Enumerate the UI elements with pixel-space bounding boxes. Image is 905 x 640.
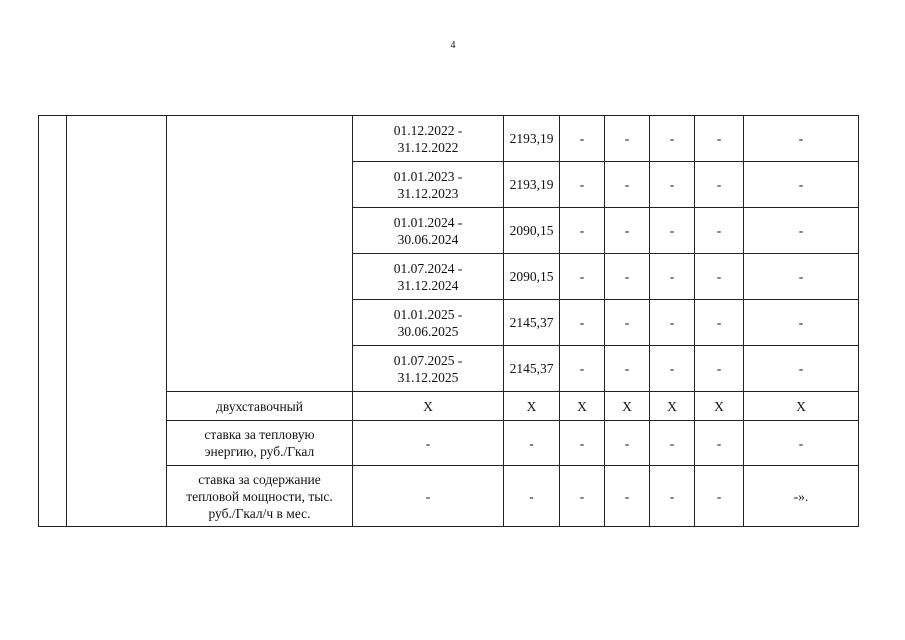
period-cell <box>353 162 504 208</box>
capacity-rate-label-line: руб./Гкал/ч в мес. <box>208 505 311 521</box>
tariff-value: 2145,37 <box>504 300 560 346</box>
dash-cell: - <box>744 208 859 254</box>
dash-cell: - <box>744 421 859 466</box>
table-row <box>39 116 859 162</box>
dash-cell: - <box>744 254 859 300</box>
period-to: 30.06.2025 <box>397 323 459 339</box>
dash-cell: - <box>605 300 650 346</box>
dash-cell: - <box>560 466 605 527</box>
dash-cell: - <box>695 254 744 300</box>
dash-cell: - <box>650 300 695 346</box>
period-to: 31.12.2025 <box>397 369 459 385</box>
period-to: 30.06.2024 <box>397 231 459 247</box>
dash-cell: - <box>695 162 744 208</box>
energy-rate-label-line: энергию, руб./Гкал <box>204 444 315 459</box>
dash-cell: - <box>504 421 560 466</box>
energy-rate-label <box>167 421 353 466</box>
number-column-cell <box>39 116 67 527</box>
period-to: 31.12.2023 <box>397 185 459 201</box>
tariff-value: 2193,19 <box>504 116 560 162</box>
x-cell: X <box>353 392 504 421</box>
dash-cell: - <box>560 421 605 466</box>
period-cell <box>353 208 504 254</box>
dash-cell: - <box>605 116 650 162</box>
capacity-rate-label <box>167 466 353 527</box>
dash-cell: - <box>695 346 744 392</box>
dash-cell: - <box>560 162 605 208</box>
dash-cell: - <box>560 254 605 300</box>
period-cell <box>353 300 504 346</box>
dash-cell: - <box>560 116 605 162</box>
dash-cell: - <box>560 346 605 392</box>
dash-cell: - <box>353 466 504 527</box>
dash-cell: - <box>650 421 695 466</box>
period-to: 31.12.2024 <box>397 277 459 293</box>
x-cell: X <box>504 392 560 421</box>
tariff-value: 2090,15 <box>504 254 560 300</box>
x-cell: X <box>695 392 744 421</box>
dash-cell: - <box>695 421 744 466</box>
page-number: 4 <box>450 40 456 51</box>
period-cell <box>353 254 504 300</box>
organization-column-cell <box>67 116 167 527</box>
period-from: 01.01.2024 - <box>393 214 463 230</box>
dash-cell: - <box>744 346 859 392</box>
period-from: 01.07.2024 - <box>393 260 463 276</box>
period-cell <box>353 116 504 162</box>
tariff-value: 2090,15 <box>504 208 560 254</box>
tariff-table <box>38 115 859 527</box>
dash-cell: - <box>695 300 744 346</box>
capacity-rate-label-line: тепловой мощности, тыс. <box>186 488 333 504</box>
dash-cell: - <box>605 254 650 300</box>
period-from: 01.12.2022 - <box>393 122 463 138</box>
dash-cell: - <box>650 208 695 254</box>
dash-cell: - <box>695 208 744 254</box>
dash-cell: - <box>695 466 744 527</box>
period-from: 01.01.2023 - <box>393 168 463 184</box>
tariff-value: 2193,19 <box>504 162 560 208</box>
dash-cell: - <box>605 346 650 392</box>
dash-cell: -». <box>744 466 859 527</box>
x-cell: X <box>744 392 859 421</box>
dash-cell: - <box>605 421 650 466</box>
capacity-rate-label-line: ставка за содержание <box>198 471 321 487</box>
dash-cell: - <box>744 300 859 346</box>
x-cell: X <box>560 392 605 421</box>
dash-cell: - <box>650 162 695 208</box>
energy-rate-label-line: ставка за тепловую <box>204 427 315 442</box>
dash-cell: - <box>605 208 650 254</box>
dash-cell: - <box>650 116 695 162</box>
two-rate-label: двухставочный <box>167 392 353 421</box>
dash-cell: - <box>650 254 695 300</box>
dash-cell: - <box>560 300 605 346</box>
tariff-value: 2145,37 <box>504 346 560 392</box>
x-cell: X <box>605 392 650 421</box>
dash-cell: - <box>504 466 560 527</box>
dash-cell: - <box>650 466 695 527</box>
dash-cell: - <box>744 116 859 162</box>
period-from: 01.07.2025 - <box>393 352 463 368</box>
period-cell <box>353 346 504 392</box>
period-to: 31.12.2022 <box>397 139 459 155</box>
dash-cell: - <box>605 466 650 527</box>
dash-cell: - <box>744 162 859 208</box>
dash-cell: - <box>650 346 695 392</box>
dash-cell: - <box>353 421 504 466</box>
dash-cell: - <box>695 116 744 162</box>
dash-cell: - <box>605 162 650 208</box>
dash-cell: - <box>560 208 605 254</box>
period-from: 01.01.2025 - <box>393 306 463 322</box>
x-cell: X <box>650 392 695 421</box>
single-rate-label-cell <box>167 116 353 392</box>
